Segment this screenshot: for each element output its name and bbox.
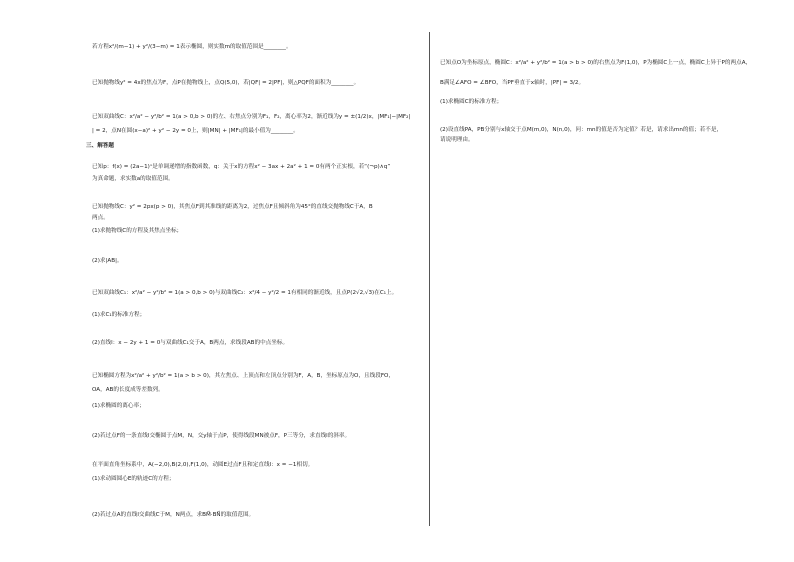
problem-5-part-2: (2)若过点A的直线l交曲线C于M，N两点，求BM⃗·BN⃗的取值范围。 <box>92 512 255 518</box>
problem-1-line-2: 为真命题，求实数a的取值范围。 <box>92 176 174 182</box>
problem-2-part-1: (1)求抛物线C的方程及其焦点坐标； <box>92 228 183 234</box>
problem-3-part-2: (2)直线l：x − 2y + 1 = 0与双曲线C₁交于A，B两点，求线段AB的中点坐标。 <box>92 340 289 346</box>
problem-6-part-2-line-1: (2)设直线PA，PB分别与x轴交于点M(m,0)，N(n,0)，问：mn的值是否为定值？若是，请求出mn的值；若不是， <box>440 127 723 133</box>
problem-6-line-1: 已知点O为坐标原点，椭圆C：x²/a² + y²/b² = 1(a > b > 0)的右焦点为F(1,0)，P为椭圆C上一点，椭圆C上异于P的两点A， <box>440 60 752 66</box>
column-divider <box>429 32 430 526</box>
problem-5-line-1: 在平面直角坐标系中，A(−2,0),B(2,0),F(1,0)，动圆E过点F且和定直线l：x = −1相切。 <box>92 462 314 468</box>
problem-2-line-1: 已知抛物线C：y² = 2px(p > 0)，其焦点F到其准线的距离为2，过焦点F且倾斜角为45°的直线交抛物线C于A，B <box>92 204 373 210</box>
problem-2-part-2: (2)求|AB|。 <box>92 258 123 264</box>
problem-5-part-1: (1)求动圆圆心E的轨迹C的方程； <box>92 476 175 482</box>
problem-4-line-1: 已知椭圆方程为x²/a² + y²/b² = 1(a > b > 0)，其左焦点、上顶点和左顶点分别为F，A，B，坐标原点为O，且线段FO， <box>92 373 395 379</box>
fill-question-1: 若方程x²/(m−1) + y²/(3−m) = 1表示椭圆，则实数m的取值范围是________。 <box>92 44 292 50</box>
problem-4-line-2: OA，AB的长度成等差数列。 <box>92 387 164 393</box>
fill-question-3-line-1: 已知双曲线C：x²/a² − y²/b² = 1(a > 0,b > 0)的左、右焦点分别为F₁，F₂，离心率为2，渐近线为y = ±(1/2)x，|MF₁|−|MF₂| <box>92 114 411 120</box>
problem-6-part-1: (1)求椭圆C的标准方程； <box>440 99 503 105</box>
fill-question-2: 已知抛物线y² = 4x的焦点为F，点P在抛物线上，点Q(5,0)，若|QF| = 2|PF|，则△PQF的面积为________。 <box>92 80 360 86</box>
problem-4-part-2: (2)若过点F的一条直线l交椭圆于点M，N，交y轴于点P，使得线段MN被点F，P三等分，求直线l的斜率。 <box>92 433 351 439</box>
problem-6-line-2: B满足∠AFO = ∠BFO，当PF垂直于x轴时，|PF| = 3/2。 <box>440 80 585 86</box>
problem-1-line-1: 已知p：f(x) = (2a−1)ˣ是单调递增的指数函数，q：关于x的方程x² − 3ax + 2a² + 1 = 0有两个正实根，若“(¬p)∧q” <box>92 164 391 170</box>
problem-3-line-1: 已知双曲线C₁：x²/a² − y²/b² = 1(a > 0,b > 0)与双曲线C₂：x²/4 − y²/2 = 1有相同的渐近线，且点P(2√2,√3)在C₁上。 <box>92 290 398 296</box>
problem-3-part-1: (1)求C₁的标准方程； <box>92 312 146 318</box>
problem-6-part-2-line-2: 请说明理由。 <box>440 137 474 143</box>
problem-2-line-2: 两点。 <box>92 215 109 221</box>
fill-question-3-line-2: | = 2，点N在圆(x−a)² + y² − 2y = 0上，则|MN| + |MF₁|的最小值为________。 <box>92 128 299 134</box>
problem-4-part-1: (1)求椭圆的离心率； <box>92 403 145 409</box>
section-heading: 三、解答题 <box>86 143 114 149</box>
